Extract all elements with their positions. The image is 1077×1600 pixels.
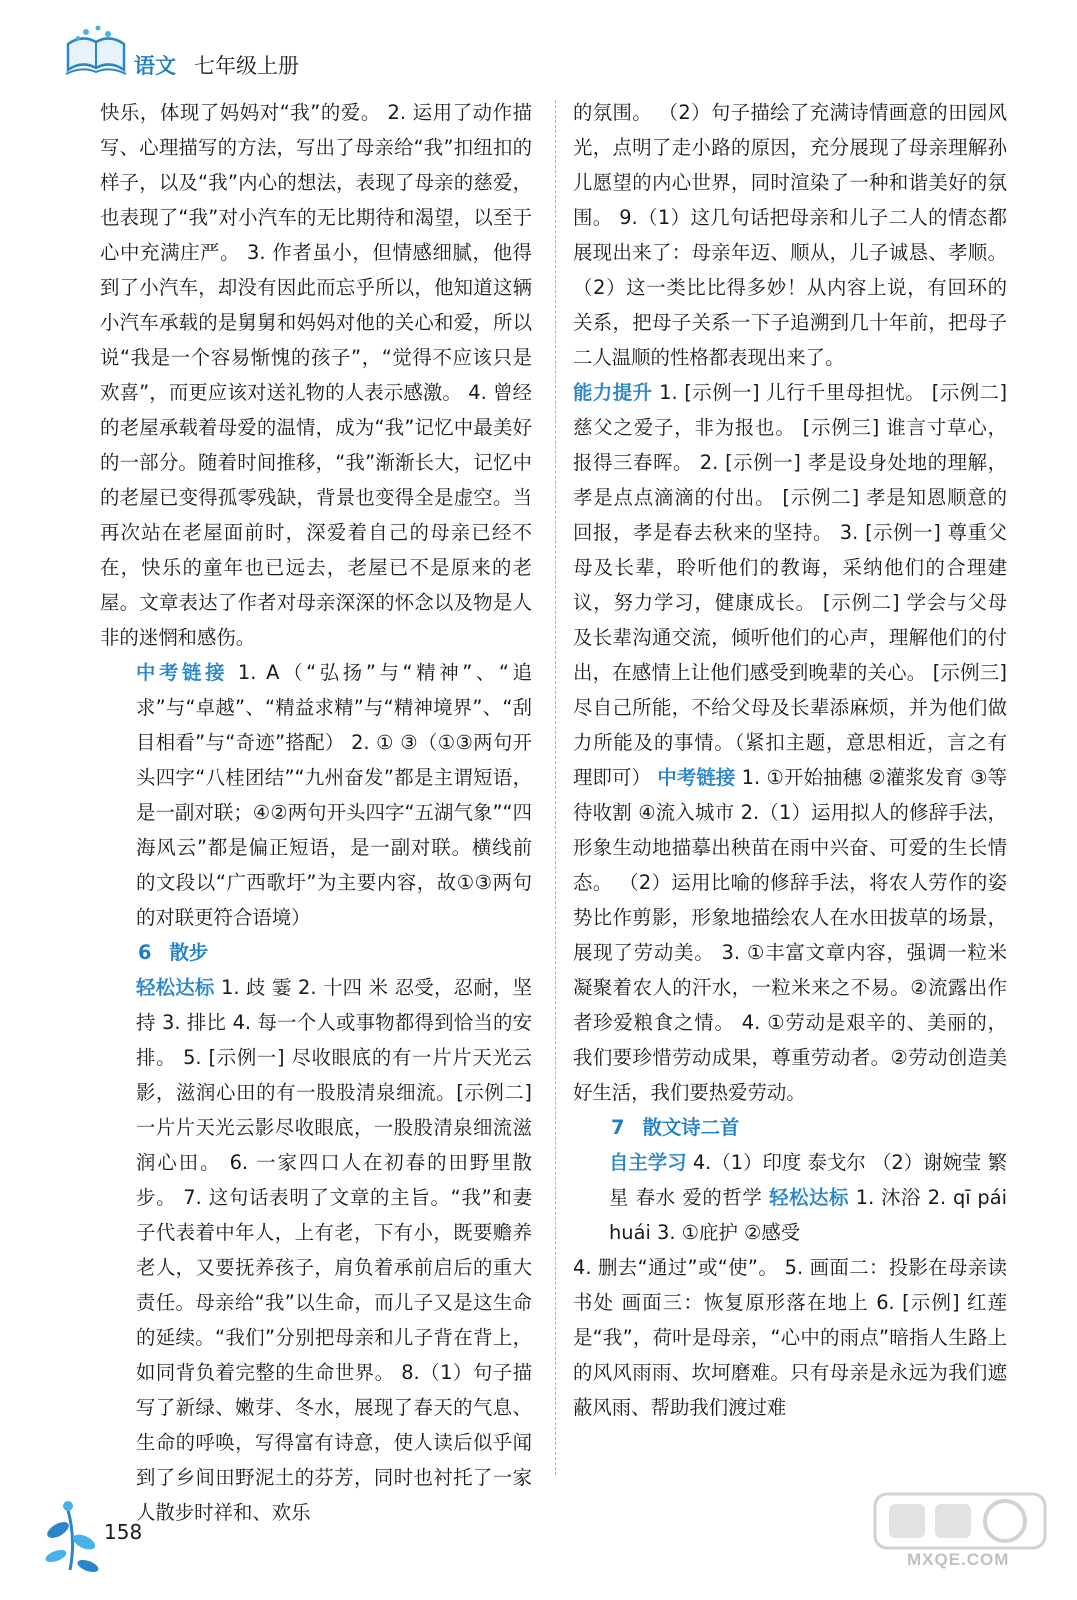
left-column [100,95,532,1530]
leaf-decoration-icon [40,1470,110,1580]
section-title-text: 散文诗二首 [642,1116,740,1139]
section-label-zizhu: 自主学习 [609,1151,687,1174]
section-label-zhongkao: 中考链接 [657,766,736,789]
column-divider [555,100,556,1475]
section-title [573,1110,1007,1145]
open-book-icon [62,22,130,80]
section-number: 6 [138,941,152,964]
section-label-qingsong: 轻松达标 [136,976,215,999]
answer-paragraph: 4. 删去“通过”或“使”。 5. 画面二：投影在母亲读书处 画面三：恢复原形落在地上 6. [示例] 红莲是“我”，荷叶是母亲，“心中的雨点”暗指人生路上的风风雨雨、坎坷磨难。只有母亲是永远为我们遮蔽风雨、帮助我们渡过难 [573,1256,1007,1419]
header-grade: 七年级上册 [194,54,299,78]
page-header [62,22,482,82]
section-number: 7 [611,1116,625,1139]
answer-paragraph: 的氛围。 （2）句子描绘了充满诗情画意的田园风光，点明了走小路的原因，充分展现了母亲理解孙儿愿望的内心世界，同时渲染了一种和谐美好的氛围。 9.（1）这几句话把母亲和儿子二人的情态都展现出来了：母亲年迈、顺从，儿子诚恳、孝顺。 （2）这一类比比得多妙！从内容上说，有回环的关系，把母子关系一下子追溯到几十年前，把母子二人温顺的性格都表现出来了。 [573,101,1007,369]
answer-paragraph [573,375,1007,1110]
answer-text: 1. A（“弘扬”与“精神”、“追求”与“卓越”、“精益求精”与“精神境界”、“刮目相看”与“奇迹”搭配） 2. ① ③（①③两句开头四字“八桂团结”“九州奋发”都是主谓短语，是一副对联；④②两句开头四字“五湖气象”“四海风云”都是偏正短语，是一副对联。横线前的文段以“广西歌圩”为主要内容，故①③两句的对联更符合语境） [136,661,533,929]
watermark-logo-icon [855,1490,1065,1585]
section-label-zhongkao: 中考链接 [136,661,229,684]
header-subject: 语文 [134,54,176,78]
watermark [855,1490,1065,1585]
section-label-nengli: 能力提升 [573,381,653,404]
answer-text: 1. 歧 霎 2. 十四 米 忍受，忍耐，坚持 3. 排比 4. 每一个人或事物都得到恰当的安排。 5. [示例一] 尽收眼底的有一片片天光云影，滋润心田的有一股股清泉细流。[示例二] 一片片天光云影尽收眼底，一股股清泉细流滋润心田。 6. 一家四口人在初春的田野里散步。 7. 这句话表明了文章的主旨。“我”和妻子代表着中年人，上有老，下有小，既要赡养老人，又要抚养孩子，肩负着承前启后的重大责任。母亲给“我”以生命，而儿子又是这生命的延续。“我们”分别把母亲和儿子背在背上，如同背负着完整的生命世界。 8.（1）句子描写了新绿、嫩芽、冬水，展现了春天的气息、生命的呼唤，写得富有诗意，使人读后似乎闻到了乡间田野泥土的芬芳，同时也衬托了一家人散步时祥和、欢乐 [136,976,533,1524]
section-title [100,935,532,970]
answer-paragraph [573,1145,1007,1250]
section-title-text: 散步 [169,941,209,964]
answer-text: 1. ①开始抽穗 ②灌浆发育 ③等待收割 ④流入城市 2.（1）运用拟人的修辞手法，形象生动地描摹出秧苗在雨中兴奋、可爱的生长情态。 （2）运用比喻的修辞手法，将农人劳作的姿势比作剪影，形象地描绘农人在水田拔草的场景，展现了劳动美。 3. ①丰富文章内容，强调一粒米凝聚着农人的汗水，一粒米来之不易。②流露出作者珍爱粮食之情。 4. ①劳动是艰辛的、美丽的，我们要珍惜劳动成果，尊重劳动者。②劳动创造美好生活，我们要热爱劳动。 [573,766,1008,1104]
section-label-qingsong: 轻松达标 [769,1186,850,1209]
answer-paragraph [100,970,532,1530]
answer-paragraph [100,655,532,935]
watermark-text: MXQE.COM [907,1550,1010,1569]
answer-text: 1. [示例一] 儿行千里母担忧。 [示例二] 慈父之爱子，非为报也。 [示例三] 谁言寸草心，报得三春晖。 2. [示例一] 孝是设身处地的理解，孝是点点滴滴的付出。 [示例二] 孝是知恩顺意的回报，孝是春去秋来的坚持。 3. [示例一] 尊重父母及长辈，聆听他们的教诲，采纳他们的合理建议，努力学习，健康成长。 [示例二] 学会与父母及长辈沟通交流，倾听他们的心声，理解他们的付出，在感情上让他们感受到晚辈的关心。 [示例三] 尽自己所能，不给父母及长辈添麻烦，并为他们做力所能及的事情。（紧扣主题，意思相近，言之有理即可） [573,381,1008,789]
right-column [573,95,1007,1425]
answer-paragraph: 快乐，体现了妈妈对“我”的爱。 2. 运用了动作描写、心理描写的方法，写出了母亲给“我”扣纽扣的样子，以及“我”内心的想法，表现了母亲的慈爱，也表现了“我”对小汽车的无比期待和渴望，以至于心中充满庄严。 3. 作者虽小，但情感细腻，他得到了小汽车，却没有因此而忘乎所以，他知道这辆小汽车承载的是舅舅和妈妈对他的关心和爱，所以说“我是一个容易惭愧的孩子”，“觉得不应该只是欢喜”，而更应该对送礼物的人表示感激。 4. 曾经的老屋承载着母爱的温情，成为“我”记忆中最美好的一部分。随着时间推移，“我”渐渐长大，记忆中的老屋已变得孤零残缺，背景也变得全是虚空。当再次站在老屋面前时，深爱着自己的母亲已经不在，快乐的童年也已远去，老屋已不是原来的老屋。文章表达了作者对母亲深深的怀念以及物是人非的迷惘和感伤。 [100,101,532,649]
page-number: 158 [104,1520,143,1544]
answer-text: 1. 沐浴 2. qī pái huái 3. ①庇护 ②感受 [609,1186,1007,1244]
answer-text: 4.（1）印度 泰戈尔 （2）谢婉莹 繁星 春水 爱的哲学 [609,1151,1007,1209]
